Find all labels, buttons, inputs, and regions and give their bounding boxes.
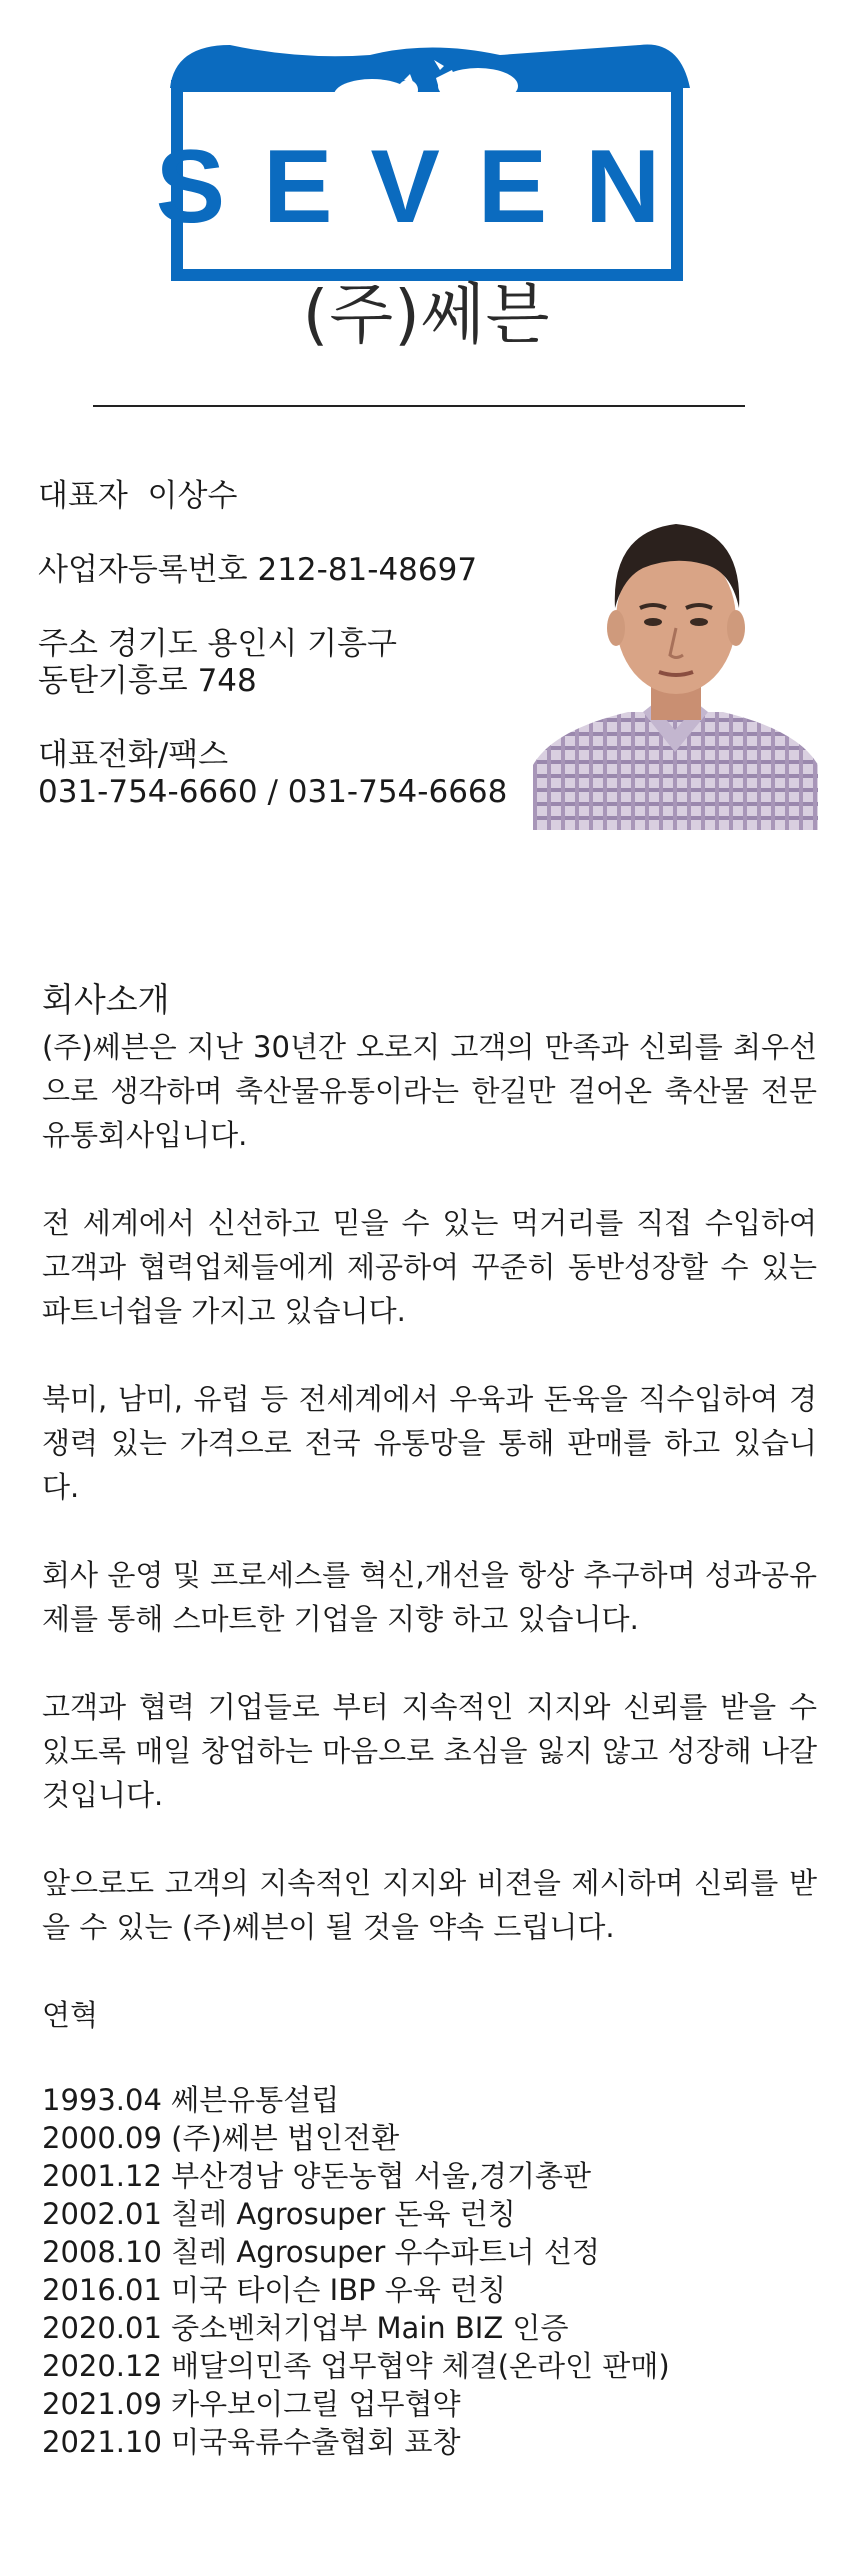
address-line1: 주소 경기도 용인시 기흥구 — [38, 626, 397, 662]
history-item: 2020.12 배달의민족 업무협약 체결(온라인 판매) — [42, 2349, 670, 2383]
history-title: 연혁 — [42, 1998, 99, 2032]
ceo-photo — [533, 480, 818, 830]
phone-label: 대표전화/팩스 — [38, 737, 229, 773]
divider — [93, 405, 745, 407]
business-number: 사업자등록번호 212-81-48697 — [38, 552, 478, 588]
company-name: (주)쎄븐 — [302, 276, 551, 353]
ceo-portrait — [533, 480, 818, 830]
about-paragraph: 앞으로도 고객의 지속적인 지지와 비젼을 제시하며 신뢰를 받을 수 있는 (주)쎄븐이 될 것을 약속 드립니다. — [42, 1866, 817, 1944]
history-item: 2000.09 (주)쎄븐 법인전환 — [42, 2121, 400, 2155]
phone-fax: 031-754-6660 / 031-754-6668 — [38, 774, 508, 810]
history-item: 2002.01 칠레 Agrosuper 돈육 런칭 — [42, 2197, 516, 2231]
history-item: 2021.09 카우보이그릴 업무협약 — [42, 2387, 461, 2421]
history-item: 2008.10 칠레 Agrosuper 우수파트너 선정 — [42, 2235, 600, 2269]
history-item: 2020.01 중소벤처기업부 Main BIZ 인증 — [42, 2311, 569, 2345]
about-paragraph: (주)쎄븐은 지난 30년간 오로지 고객의 만족과 신뢰를 최우선으로 생각하며 축산물유통이라는 한길만 걸어온 축산물 전문 유통회사입니다. — [42, 1030, 817, 1152]
history-item: 2016.01 미국 타이슨 IBP 우육 런칭 — [42, 2273, 507, 2307]
logo-wordmark: SEVEN — [155, 129, 699, 245]
about-paragraph: 전 세계에서 신선하고 믿을 수 있는 먹거리를 직접 수입하여 고객과 협력업체들에게 제공하여 꾸준히 동반성장할 수 있는 파트너쉽을 가지고 있습니다. — [42, 1206, 817, 1328]
about-paragraph: 고객과 협력 기업들로 부터 지속적인 지지와 신뢰를 받을 수 있도록 매일 창업하는 마음으로 초심을 잃지 않고 성장해 나갈 것입니다. — [42, 1690, 817, 1812]
company-info — [38, 478, 538, 811]
logo-graphic — [0, 0, 853, 290]
address-line2: 동탄기흥로 748 — [38, 663, 257, 699]
history-item: 1993.04 쎄븐유통설립 — [42, 2083, 340, 2117]
company-logo — [0, 0, 853, 290]
about-paragraph: 북미, 남미, 유럽 등 전세계에서 우육과 돈육을 직수입하여 경쟁력 있는 가격으로 전국 유통망을 통해 판매를 하고 있습니다. — [42, 1382, 817, 1504]
history-item: 2021.10 미국육류수출협회 표창 — [42, 2425, 461, 2459]
ceo-eye-left — [644, 618, 662, 626]
history-list — [42, 2081, 817, 2461]
history-item: 2001.12 부산경남 양돈농협 서울,경기총판 — [42, 2159, 591, 2193]
representative: 대표자 이상수 — [38, 478, 238, 514]
company-introduction — [42, 978, 817, 2461]
about-title: 회사소개 — [42, 980, 170, 1019]
ceo-eye-right — [690, 618, 708, 626]
about-paragraph: 회사 운영 및 프로세스를 혁신,개선을 항상 추구하며 성과공유제를 통해 스마트한 기업을 지향 하고 있습니다. — [42, 1558, 817, 1636]
